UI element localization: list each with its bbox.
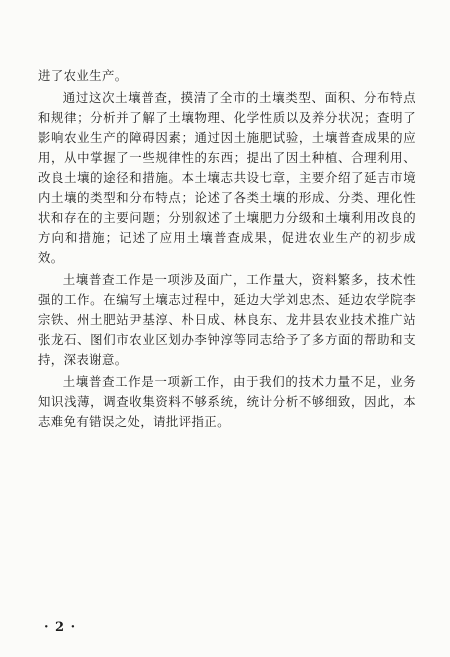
paragraph-survey-results: 通过这次土壤普查，摸清了全市的土壤类型、面积、分布特点和规律；分析并了解了土壤物理、化学性质以及养分状况；查明了影响农业生产的障碍因素；通过因土施肥试验，土壤普查成果的应用，从中掌握了一些规律性的东西；提出了因土种植、合理利用、改良土壤的途径和措施。本土壤志共设七章，主要介绍了延吉市境内土壤的类型和分布特点；论述了各类土壤的形成、分类、理化性状和存在的主要问题；分别叙述了土壤肥力分级和土壤利用改良的方向和措施；记述了应用土壤普查成果，促进农业生产的初步成效。: [38, 90, 416, 265]
page-body: [38, 66, 416, 432]
paragraph-continuation: 进了农业生产。: [38, 68, 128, 83]
paragraph-disclaimer: 土壤普查工作是一项新工作，由于我们的技术力量不足，业务知识浅薄，调查收集资料不够系统，统计分析不够细致，因此，本志难免有错误之处，请批评指正。: [38, 374, 416, 429]
page-number: · 2 ·: [44, 620, 77, 635]
paragraph-acknowledgements: 土壤普查工作是一项涉及面广，工作量大，资料繁多，技术性强的工作。在编写土壤志过程中，延边大学刘忠杰、延边农学院李宗铁、州土肥站尹基淳、朴日成、林良东、龙井县农业技术推广站张龙石、图们市农业区划办李钟淳等同志给予了多方面的帮助和支持，深表谢意。: [38, 272, 416, 367]
